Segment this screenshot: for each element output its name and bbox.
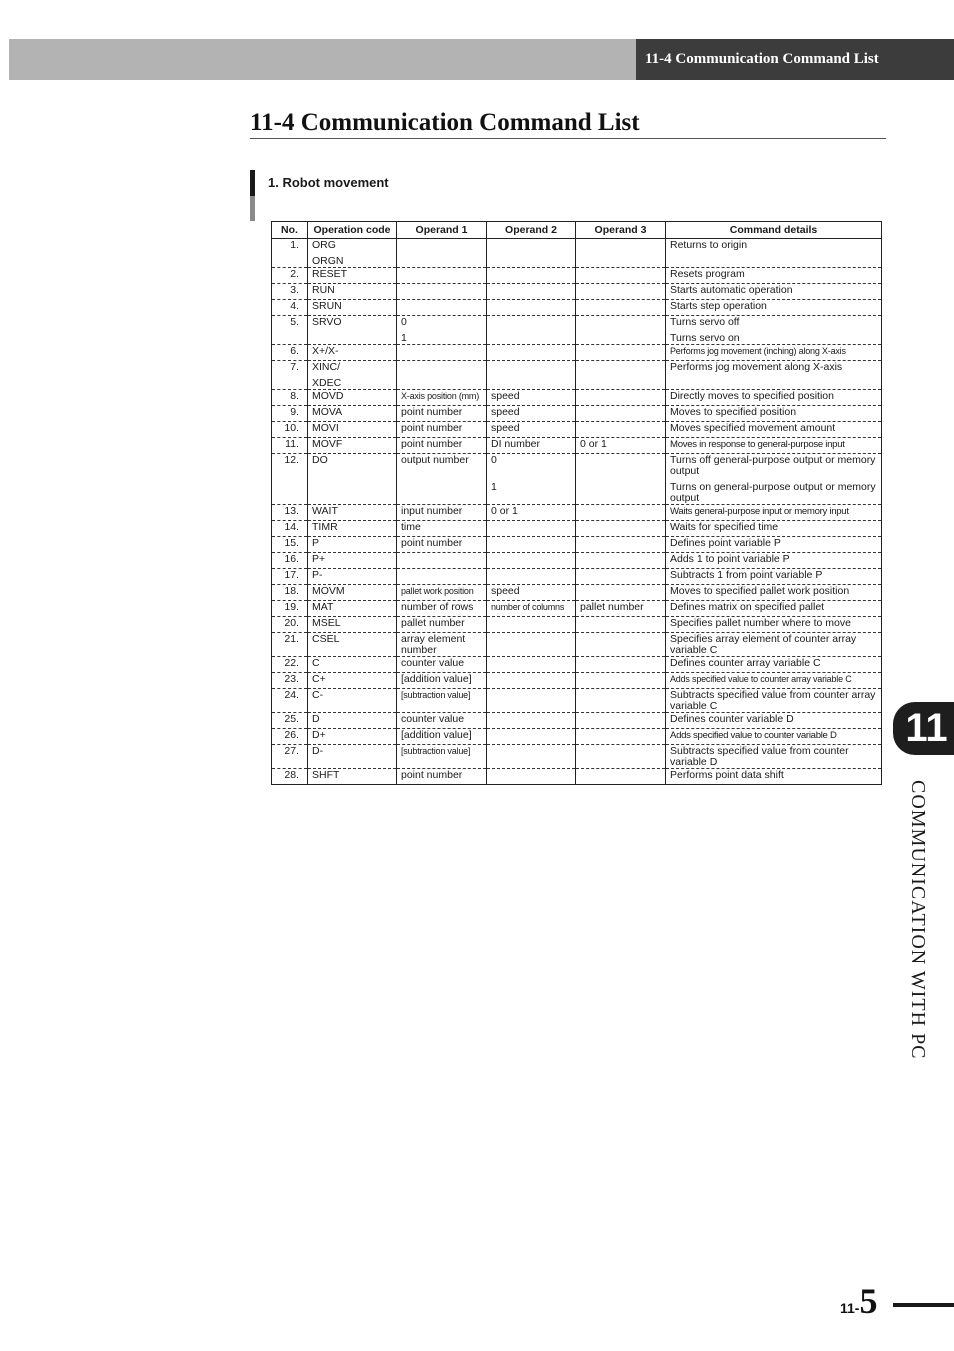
cell-no: 6.	[272, 345, 308, 361]
cell-operand-2	[487, 601, 576, 617]
cell-operand-1: counter value	[397, 657, 487, 673]
cell-no: 22.	[272, 657, 308, 673]
header-operation-code: Operation code	[308, 222, 397, 239]
cell-details: Starts automatic operation	[666, 284, 882, 300]
cell-op: D+	[308, 729, 397, 745]
header-command-details: Command details	[666, 222, 882, 239]
cell-operand-3	[576, 553, 666, 569]
cell-details	[666, 345, 882, 361]
cell-no: 19.	[272, 601, 308, 617]
cell-no: 11.	[272, 438, 308, 454]
cell-operand-3	[576, 769, 666, 785]
cell-op: MOVD	[308, 390, 397, 406]
command-table	[271, 221, 882, 785]
cell-operand-3	[576, 239, 666, 268]
cell-operand-2	[487, 569, 576, 585]
cell-op: CSEL	[308, 633, 397, 657]
table-row	[272, 673, 882, 689]
cell-operand-1	[397, 745, 487, 769]
cell-op: D-	[308, 745, 397, 769]
chapter-label: COMMUNICATION WITH PC	[907, 780, 929, 1060]
cell-no: 21.	[272, 633, 308, 657]
cell-no: 23.	[272, 673, 308, 689]
table-row	[272, 438, 882, 454]
op-line-2: ORGN	[312, 255, 344, 267]
cell-operand-2	[487, 673, 576, 689]
details-text: Waits general-purpose input or memory input	[670, 506, 849, 517]
table-row	[272, 454, 882, 505]
cell-operand-1: output number	[397, 454, 487, 505]
table-header-row	[272, 222, 882, 239]
cell-no: 17.	[272, 569, 308, 585]
cell-details	[666, 505, 882, 521]
cell-operand-3: pallet number	[576, 601, 666, 617]
cell-operand-1	[397, 284, 487, 300]
chapter-number-tab: 11	[893, 702, 954, 755]
table-row	[272, 284, 882, 300]
cell-details: Directly moves to specified position	[666, 390, 882, 406]
cell-operand-2	[487, 345, 576, 361]
cell-operand-3	[576, 361, 666, 390]
table-row	[272, 729, 882, 745]
cell-no: 20.	[272, 617, 308, 633]
cell-operand-2	[487, 617, 576, 633]
cell-details	[666, 454, 882, 505]
table-row	[272, 633, 882, 657]
cell-operand-1: counter value	[397, 713, 487, 729]
table-row	[272, 537, 882, 553]
cell-no: 24.	[272, 689, 308, 713]
cell-operand-1	[397, 689, 487, 713]
cell-no: 16.	[272, 553, 308, 569]
cell-operand-1: point number	[397, 422, 487, 438]
cell-operand-2	[487, 633, 576, 657]
operand-text: X-axis position (mm)	[401, 391, 480, 401]
cell-op: P+	[308, 553, 397, 569]
cell-operand-2: speed	[487, 406, 576, 422]
cell-op: X+/X-	[308, 345, 397, 361]
table-row	[272, 657, 882, 673]
details-text: Moves in response to general-purpose input	[670, 439, 845, 450]
cell-operand-3	[576, 505, 666, 521]
cell-op: MOVF	[308, 438, 397, 454]
table-row	[272, 769, 882, 785]
cell-operand-3	[576, 454, 666, 505]
table-row	[272, 345, 882, 361]
cell-operand-1: point number	[397, 537, 487, 553]
cell-operand-1	[397, 345, 487, 361]
header-operand-2: Operand 2	[487, 222, 576, 239]
cell-operand-3	[576, 729, 666, 745]
operand-line-2: 1	[401, 332, 407, 344]
cell-no: 4.	[272, 300, 308, 316]
cell-op: MAT	[308, 601, 397, 617]
header-operand-3: Operand 3	[576, 222, 666, 239]
cell-details: Defines matrix on specified pallet	[666, 601, 882, 617]
op-line-2: XDEC	[312, 377, 342, 389]
cell-op: SHFT	[308, 769, 397, 785]
cell-no: 10.	[272, 422, 308, 438]
cell-operand-2	[487, 537, 576, 553]
cell-no: 25.	[272, 713, 308, 729]
table-row	[272, 553, 882, 569]
cell-operand-1: [addition value]	[397, 729, 487, 745]
cell-details: Subtracts specified value from counter array variable C	[666, 689, 882, 713]
cell-op: C	[308, 657, 397, 673]
operand-text: [subtraction value]	[401, 746, 471, 756]
cell-op: MOVI	[308, 422, 397, 438]
cell-op: P-	[308, 569, 397, 585]
cell-op: WAIT	[308, 505, 397, 521]
cell-no: 2.	[272, 268, 308, 284]
cell-op: RESET	[308, 268, 397, 284]
table-row	[272, 390, 882, 406]
table-row	[272, 601, 882, 617]
cell-no: 12.	[272, 454, 308, 505]
cell-operand-1: point number	[397, 406, 487, 422]
operand-line-2: 1	[491, 481, 497, 493]
cell-details: Specifies pallet number where to move	[666, 617, 882, 633]
cell-details: Subtracts 1 from point variable P	[666, 569, 882, 585]
cell-operand-1: time	[397, 521, 487, 537]
cell-operand-2	[487, 729, 576, 745]
cell-details: Moves specified movement amount	[666, 422, 882, 438]
operand-text: number of columns	[491, 602, 565, 612]
header-no: No.	[272, 222, 308, 239]
operand-text: [subtraction value]	[401, 690, 471, 700]
cell-operand-3	[576, 713, 666, 729]
details-line: Turns off general-purpose output or memory output	[670, 454, 876, 477]
cell-no: 9.	[272, 406, 308, 422]
cell-operand-3	[576, 673, 666, 689]
cell-no: 13.	[272, 505, 308, 521]
cell-operand-3	[576, 585, 666, 601]
cell-no: 3.	[272, 284, 308, 300]
cell-no: 1.	[272, 239, 308, 268]
cell-op: MOVM	[308, 585, 397, 601]
header-operand-1: Operand 1	[397, 222, 487, 239]
cell-details: Specifies array element of counter array variable C	[666, 633, 882, 657]
cell-operand-2	[487, 521, 576, 537]
cell-operand-2	[487, 268, 576, 284]
cell-operand-2: 0 or 1	[487, 505, 576, 521]
cell-details	[666, 438, 882, 454]
table-row	[272, 569, 882, 585]
cell-operand-1	[397, 569, 487, 585]
table-row	[272, 521, 882, 537]
cell-operand-1	[397, 553, 487, 569]
cell-operand-1: array element number	[397, 633, 487, 657]
cell-details: Waits for specified time	[666, 521, 882, 537]
cell-operand-2	[487, 454, 576, 505]
op-line: XINC/	[312, 361, 341, 373]
table-row	[272, 361, 882, 390]
cell-operand-1	[397, 300, 487, 316]
cell-operand-3	[576, 316, 666, 345]
cell-op: SRVO	[308, 316, 397, 345]
cell-details: Subtracts specified value from counter variable D	[666, 745, 882, 769]
cell-operand-2	[487, 657, 576, 673]
cell-operand-2	[487, 361, 576, 390]
page-number-rule	[893, 1303, 954, 1307]
cell-operand-2: DI number	[487, 438, 576, 454]
cell-operand-2: speed	[487, 422, 576, 438]
cell-no: 28.	[272, 769, 308, 785]
cell-op: C+	[308, 673, 397, 689]
cell-operand-2	[487, 300, 576, 316]
cell-operand-1: [addition value]	[397, 673, 487, 689]
cell-operand-3	[576, 633, 666, 657]
cell-operand-2	[487, 689, 576, 713]
cell-operand-3	[576, 689, 666, 713]
cell-operand-1: pallet number	[397, 617, 487, 633]
cell-operand-1	[397, 268, 487, 284]
cell-details: Defines point variable P	[666, 537, 882, 553]
cell-no: 7.	[272, 361, 308, 390]
section-title: 1. Robot movement	[268, 175, 389, 190]
cell-details: Moves to specified pallet work position	[666, 585, 882, 601]
details-line-2: Turns servo on	[670, 332, 740, 344]
cell-details	[666, 316, 882, 345]
op-line: ORG	[312, 239, 336, 251]
page-number-value: 5	[859, 1281, 878, 1321]
cell-op: MOVA	[308, 406, 397, 422]
table-row	[272, 316, 882, 345]
cell-op	[308, 239, 397, 268]
cell-operand-2	[487, 745, 576, 769]
cell-op: D	[308, 713, 397, 729]
table-row	[272, 745, 882, 769]
cell-details	[666, 673, 882, 689]
cell-operand-1	[397, 361, 487, 390]
cell-op: MSEL	[308, 617, 397, 633]
page-number-prefix: 11-	[840, 1300, 860, 1316]
details-text: Adds specified value to counter array variable C	[670, 674, 852, 684]
cell-no: 26.	[272, 729, 308, 745]
cell-operand-1	[397, 239, 487, 268]
cell-operand-2	[487, 553, 576, 569]
cell-details	[666, 729, 882, 745]
cell-operand-2: speed	[487, 390, 576, 406]
cell-no: 5.	[272, 316, 308, 345]
cell-op	[308, 361, 397, 390]
cell-details: Defines counter array variable C	[666, 657, 882, 673]
cell-details: Starts step operation	[666, 300, 882, 316]
cell-no: 14.	[272, 521, 308, 537]
details-line: Turns servo off	[670, 316, 740, 328]
cell-op: P	[308, 537, 397, 553]
cell-operand-3	[576, 345, 666, 361]
cell-operand-1	[397, 390, 487, 406]
cell-operand-2	[487, 239, 576, 268]
cell-op: DO	[308, 454, 397, 505]
operand-line: 0	[401, 316, 407, 328]
cell-op: C-	[308, 689, 397, 713]
cell-op: SRUN	[308, 300, 397, 316]
cell-no: 8.	[272, 390, 308, 406]
page-number	[840, 1280, 877, 1322]
table-row	[272, 505, 882, 521]
header-section-tab: 11-4 Communication Command List	[636, 39, 954, 80]
cell-operand-1	[397, 585, 487, 601]
operand-line: 0	[491, 454, 497, 466]
cell-operand-2	[487, 713, 576, 729]
cell-operand-3	[576, 406, 666, 422]
cell-operand-3	[576, 745, 666, 769]
cell-details: Adds 1 to point variable P	[666, 553, 882, 569]
section-marker-light	[250, 196, 255, 221]
cell-no: 18.	[272, 585, 308, 601]
cell-details: Defines counter variable D	[666, 713, 882, 729]
cell-operand-3	[576, 569, 666, 585]
cell-details: Moves to specified position	[666, 406, 882, 422]
cell-operand-3	[576, 422, 666, 438]
cell-operand-2: speed	[487, 585, 576, 601]
cell-operand-3	[576, 390, 666, 406]
cell-operand-3	[576, 284, 666, 300]
cell-operand-3	[576, 657, 666, 673]
operand-text: pallet work position	[401, 586, 474, 596]
cell-op: RUN	[308, 284, 397, 300]
cell-operand-3	[576, 617, 666, 633]
cell-operand-3	[576, 268, 666, 284]
table-row	[272, 689, 882, 713]
details-text: Adds specified value to counter variable D	[670, 730, 837, 741]
cell-details: Performs jog movement along X-axis	[666, 361, 882, 390]
cell-operand-3	[576, 300, 666, 316]
cell-operand-3	[576, 537, 666, 553]
page-title: 11-4 Communication Command List	[250, 108, 886, 139]
cell-operand-2	[487, 284, 576, 300]
cell-details: Resets program	[666, 268, 882, 284]
table-row	[272, 406, 882, 422]
cell-details: Performs point data shift	[666, 769, 882, 785]
table-row	[272, 300, 882, 316]
cell-operand-1	[397, 316, 487, 345]
cell-operand-1: point number	[397, 438, 487, 454]
cell-operand-2	[487, 316, 576, 345]
table-row	[272, 268, 882, 284]
cell-operand-3: 0 or 1	[576, 438, 666, 454]
cell-operand-1: number of rows	[397, 601, 487, 617]
table-row	[272, 585, 882, 601]
details-text: Performs jog movement (inching) along X-axis	[670, 346, 846, 356]
cell-no: 27.	[272, 745, 308, 769]
cell-operand-2	[487, 769, 576, 785]
details-line-2: Turns on general-purpose output or memory output	[670, 481, 876, 504]
cell-operand-1: input number	[397, 505, 487, 521]
table-row	[272, 422, 882, 438]
table-row	[272, 239, 882, 268]
cell-details: Returns to origin	[666, 239, 882, 268]
cell-op: TIMR	[308, 521, 397, 537]
table-row	[272, 617, 882, 633]
cell-no: 15.	[272, 537, 308, 553]
cell-operand-3	[576, 521, 666, 537]
cell-operand-1: point number	[397, 769, 487, 785]
section-marker-dark	[250, 170, 255, 196]
table-row	[272, 713, 882, 729]
